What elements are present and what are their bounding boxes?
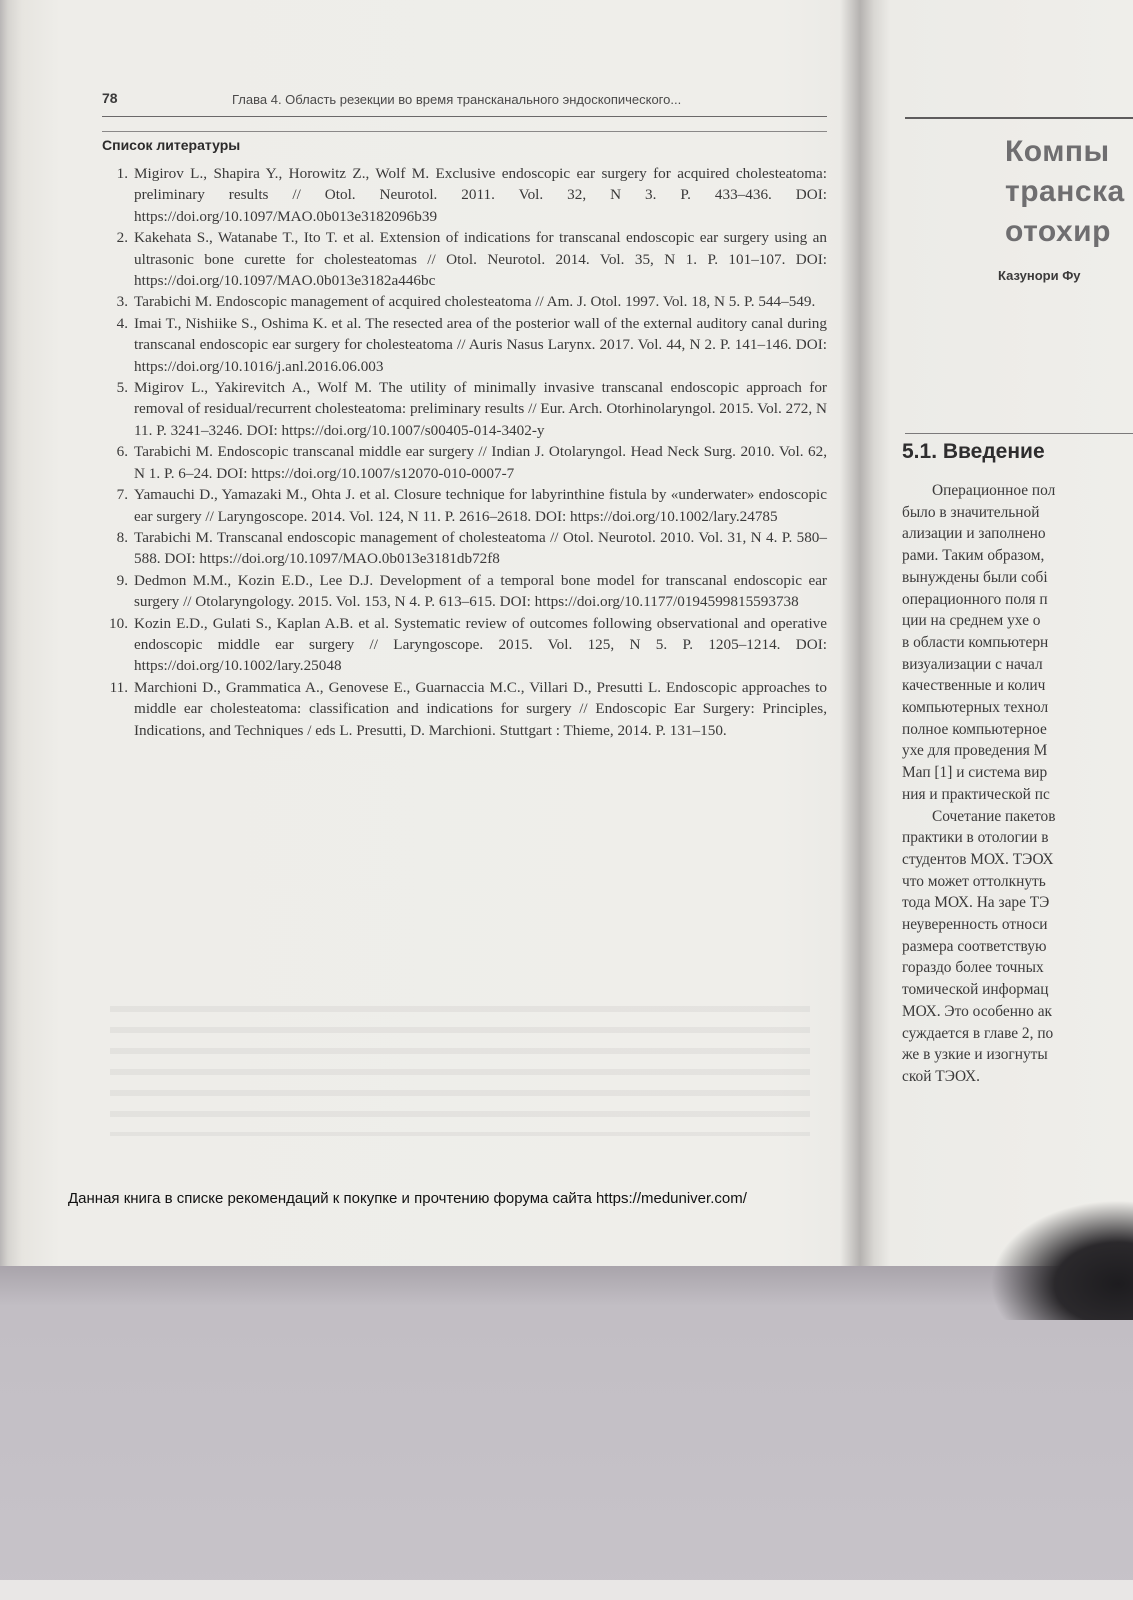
body-line: вынуждены были собі: [902, 568, 1048, 586]
reference-item: [102, 527, 827, 570]
body-line: МОХ. Это особенно ак: [902, 1002, 1053, 1020]
reference-text: Migirov L., Yakirevitch A., Wolf M. The utility of minimally invasive transcanal endoscopic approach for removal of residual/recurrent cholesteatoma: preliminary results // Eur. Arch. Otorhinolaryngol. 2015. Vol. 272, N 11. P. 3241–3246. DOI: https://doi.org/10.1007/s00405-014-3402-y: [134, 379, 827, 439]
section-heading: 5.1. Введение: [902, 440, 1045, 463]
chapter-author: Казунори Фу: [998, 268, 1081, 283]
reference-number: 9.: [116, 571, 128, 589]
body-line: визуализации с начал: [902, 655, 1043, 673]
chapter-title: Компы транска отохир: [1005, 135, 1125, 248]
reference-text: Dedmon M.M., Kozin E.D., Lee D.J. Development of a temporal bone model for transcanal endoscopic ear surgery // Otolaryngology. 2015. Vol. 153, N 4. P. 613–615. DOI: https://doi.org/10.1177/0194599815593738: [134, 571, 827, 611]
section-rule: [905, 433, 1133, 434]
body-line: ализации и заполнено: [902, 525, 1046, 543]
body-line: операционного поля п: [902, 590, 1048, 608]
reference-number: 10.: [109, 614, 128, 632]
reference-item: [102, 484, 827, 527]
body-line: ния и практической пс: [902, 785, 1050, 803]
reference-text: Kakehata S., Watanabe T., Ito T. et al. Extension of indications for transcanal endoscopic ear surgery using an ultrasonic bone curette for cholesteatomas // Otol. Neurotol. 2014. Vol. 35, N 1. P. 101–107. DOI: https://doi.org/10.1097/MAO.0b013e3182a446bc: [134, 229, 827, 290]
reference-text: Tarabichi M. Endoscopic management of acquired cholesteatoma // Am. J. Otol. 1997. Vol. 18, N 5. P. 544–549.: [134, 293, 816, 311]
reference-number: 11.: [109, 678, 128, 696]
body-line: что может оттолкнуть: [902, 872, 1046, 890]
body-line: полное компьютерное: [902, 720, 1047, 738]
references-list: [102, 163, 827, 741]
reference-item: [102, 227, 827, 291]
reference-item: [102, 163, 827, 227]
reference-text: Yamauchi D., Yamazaki M., Ohta J. et al. Closure technique for labyrinthine fistula by «underwater» endoscopic ear surgery // Laryngoscope. 2014. Vol. 124, N 11. P. 2616–2618. DOI: https://doi.org/10.1002/lary.24785: [134, 486, 827, 525]
body-line: студентов МОХ. ТЭОХ: [902, 850, 1054, 868]
reference-number: 7.: [116, 486, 128, 504]
reference-text: Imai T., Nishiike S., Oshima K. et al. The resected area of the posterior wall of the external auditory canal during transcanal endoscopic ear surgery for cholesteatoma // Auris Nasus Larynx. 2017. Vol. 44, N 2. P. 141–146. DOI: https://doi.org/10.1016/j.anl.2016.06.003: [134, 314, 827, 375]
reference-number: 4.: [116, 314, 128, 332]
reference-number: 3.: [116, 293, 128, 311]
references-title: Список литературы: [102, 137, 241, 153]
reference-text: Tarabichi M. Endoscopic transcanal middle ear surgery // Indian J. Otolaryngol. Head Neck Surg. 2010. Vol. 62, N 1. P. 6–24. DOI: https://doi.org/10.1007/s12070-010-0007-7: [134, 443, 827, 482]
running-head: Глава 4. Область резекции во время трансканального эндоскопического...: [232, 92, 682, 107]
body-line: же в узкие и изогнуты: [902, 1046, 1048, 1064]
reference-number: 1.: [116, 165, 128, 182]
body-line: было в значительной: [902, 503, 1040, 521]
header-rule: [102, 116, 827, 117]
body-text: [902, 480, 1133, 1088]
body-line: в области компьютерн: [902, 633, 1049, 651]
body-line: компьютерных технол: [902, 699, 1049, 717]
reference-number: 6.: [116, 443, 128, 461]
body-line: размера соответствую: [902, 937, 1047, 955]
watermark-text: Данная книга в списке рекомендаций к покупке и прочтению форума сайта https://meduniver.com/: [68, 1190, 747, 1207]
reference-text: Migirov L., Shapira Y., Horowitz Z., Wolf M. Exclusive endoscopic ear surgery for acquired cholesteatoma: preliminary results // Otol. Neurotol. 2011. Vol. 32, N 3. P. 433–436. DOI: https://doi.org/10.1097/MAO.0b013e3182096b39: [134, 165, 827, 225]
reference-item: [102, 377, 827, 441]
reference-item: [102, 291, 827, 312]
body-line: ции на среднем ухе о: [902, 612, 1041, 630]
body-line: Мап [1] и система вир: [902, 764, 1048, 782]
reference-number: 8.: [116, 528, 128, 546]
body-line: Операционное пол: [932, 482, 1056, 499]
body-line: Сочетание пакетов: [932, 807, 1056, 825]
body-line: гораздо более точных: [902, 959, 1044, 977]
reference-number: 5.: [116, 379, 128, 397]
reference-text: Kozin E.D., Gulati S., Kaplan A.B. et al. Systematic review of outcomes following observational and operative endoscopic middle ear surgery // Laryngoscope. 2015. Vol. 125, N 5. P. 1205–1214. DOI: https://doi.org/10.1002/lary.25048: [134, 614, 827, 675]
body-line: томической информац: [902, 981, 1049, 999]
body-line: ухе для проведения М: [902, 742, 1048, 760]
body-line: практики в отологии в: [902, 829, 1049, 847]
reference-item: [102, 441, 827, 484]
show-through-text: [110, 1006, 810, 1136]
body-line: рами. Таким образом,: [902, 547, 1045, 565]
reference-text: Tarabichi M. Transcanal endoscopic management of cholesteatoma // Otol. Neurotol. 2010. Vol. 31, N 4. P. 580–588. DOI: https://doi.org/10.1097/MAO.0b013e3181db72f8: [134, 528, 827, 568]
right-page: [880, 0, 1133, 1266]
reference-item: [102, 677, 827, 741]
reference-text: Marchioni D., Grammatica A., Genovese E., Guarnaccia M.C., Villari D., Presutti L. Endoscopic approaches to middle ear cholesteatoma: classification and indications for surgery // Endoscopic Ear Surgery: Principles, Indications, and Techniques / eds L. Presutti, D. Marchioni. Stuttgart : Thieme, 2014. P. 131–150.: [134, 678, 827, 739]
bottom-edge: [0, 1580, 1133, 1600]
reference-number: 2.: [116, 229, 128, 247]
body-line: суждается в главе 2, по: [902, 1024, 1054, 1042]
body-line: тода МОХ. На заре ТЭ: [902, 894, 1050, 912]
body-line: неуверенность относи: [902, 916, 1048, 934]
chapter-rule: [905, 117, 1133, 119]
reference-item: [102, 313, 827, 377]
reference-item: [102, 613, 827, 677]
desk-surface: [0, 1266, 1133, 1600]
body-line: ской ТЭОХ.: [902, 1067, 980, 1085]
page-number: 78: [102, 90, 118, 106]
header-rule-lower: [102, 131, 827, 132]
body-line: качественные и колич: [902, 677, 1046, 695]
reference-item: [102, 570, 827, 613]
